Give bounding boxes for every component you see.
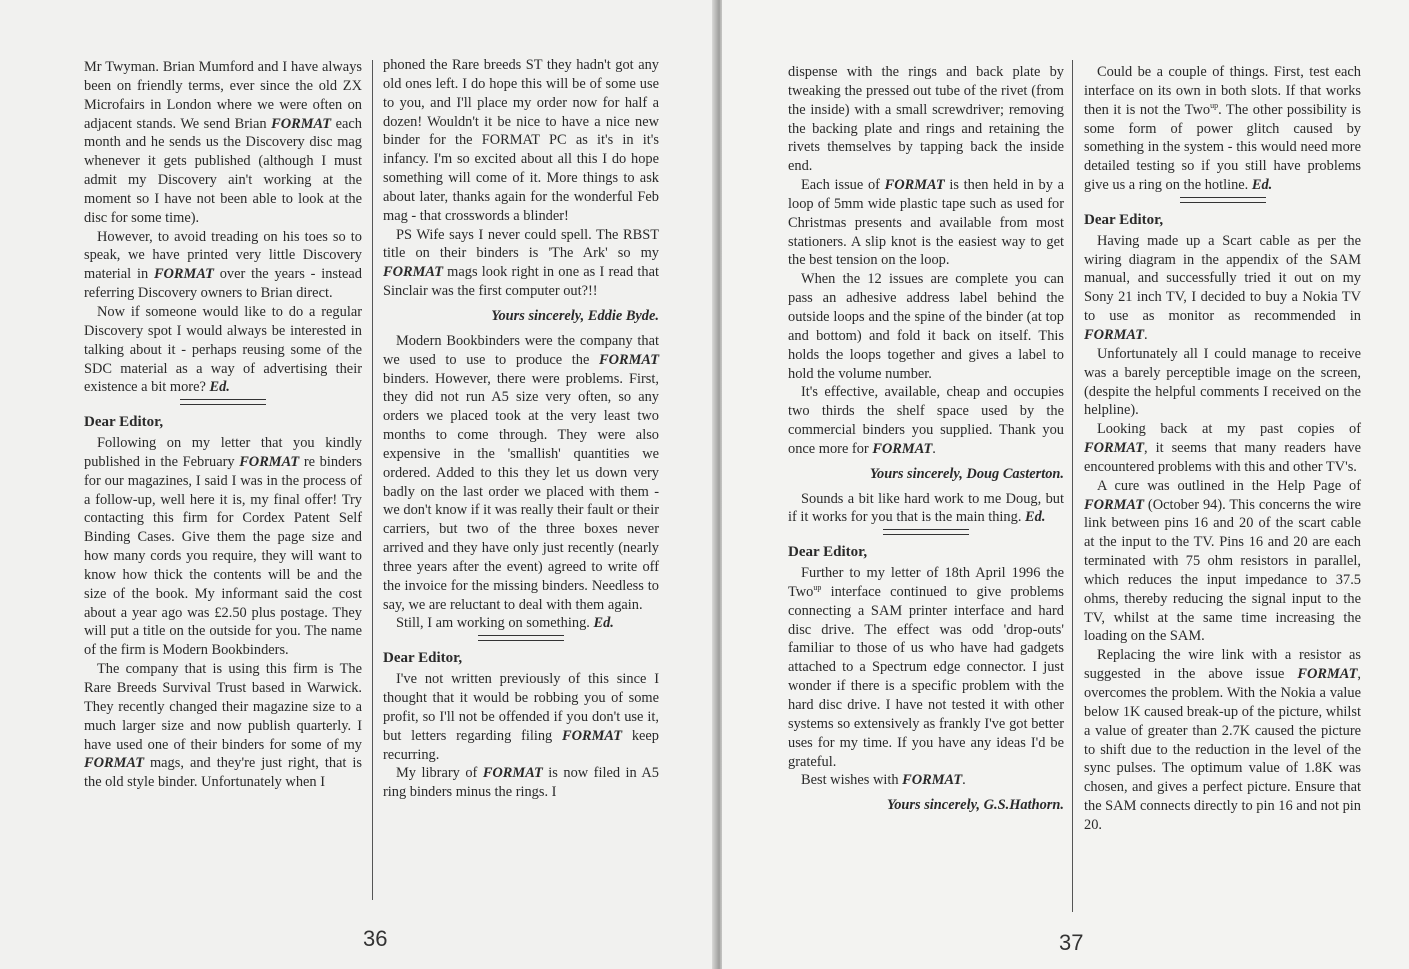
section-divider: [883, 529, 969, 535]
letter-heading: Dear Editor,: [84, 414, 164, 431]
signature: Yours sincerely, Eddie Byde.: [491, 307, 659, 324]
paragraph: It's effective, available, cheap and occupies two thirds the shelf space used by the commercial binders you supplied. Thank you once more for FORMAT.: [788, 384, 1064, 457]
left-page-column-2: [383, 56, 659, 802]
paragraph: I've not written previously of this since I thought that it would be robbing you of some profit, so I'll not be offended if you don't use it, but letters regarding filing FORMAT keep recurring.: [383, 671, 659, 763]
right-page: [722, 0, 1409, 969]
signature: Yours sincerely, G.S.Hathorn.: [887, 797, 1064, 814]
paragraph: phoned the Rare breeds ST they hadn't got any old ones left. I do hope this will be of some use to you, and I'll place my order now for half a dozen! Wouldn't it be nice to have a nice new binder for the FORMAT PC as it's in it's infancy. I'm so excited about all this I do hope something will come of it. More things to ask about later, thanks again for the wonderful Feb mag - that crosswords a blinder!: [383, 57, 659, 224]
paragraph: Looking back at my past copies of FORMAT, it seems that many readers have encountered problems with this and other TV's.: [1084, 421, 1361, 475]
paragraph: Following on my letter that you kindly published in the February FORMAT re binders for our magazines, I said I was in the process of a follow-up, well here it is, my final offer! Try contacting this firm for Cordex Patent Self Binding Cases. Give them the page size and how many cords you require, they will want to know how thick the contents will be and the size of the book. My informant said the cost about a year ago was £2.50 plus postage. They will put a title on the outside for you. The name of the firm is Modern Bookbinders.: [84, 435, 362, 659]
paragraph: PS Wife says I never could spell. The RBST title on their binders is 'The Ark' so my FORMAT mags look right in one as I read that Sinclair was the first computer out?!!: [383, 226, 659, 300]
paragraph: Modern Bookbinders were the company that we used to use to produce the FORMAT binders. However, there were problems. First, they did not run A5 size very often, so any orders we placed took at the very least two months to come through. They were also expensive in the 'smallish' quantities we ordered. Added to this they let us down very badly on the last order we placed with them - we don't know if it was really their fault or their carriers, but two of the three boxes never arrived and they have only just recently (nearly three years after the event) agreed to write off the invoice for the missing binders. Needless to say, we are reluctant to deal with them again.: [383, 332, 659, 613]
section-divider: [1180, 197, 1266, 203]
section-divider: [180, 399, 266, 405]
paragraph: A cure was outlined in the Help Page of FORMAT (October 94). This concerns the wire link between pins 16 and 20 of the scart cable at the input to the TV. Pins 16 and 20 are each terminated with 75 ohm resistors in parallel, which reduces the input impedance to 37.5 ohms, thereby reducing the signal input to the TV, whilst at the same time increasing the loading on the SAM.: [1084, 477, 1361, 645]
paragraph: The company that is using this firm is The Rare Breeds Survival Trust based in Warwick. They recently changed their magazine size to a much larger size and now publish quarterly. I have used one of their binders for some of my FORMAT mags, and they're just right, that is the old style binder. Unfortunately when I: [84, 661, 362, 791]
page-number: 37: [1059, 930, 1084, 955]
paragraph: Sounds a bit like hard work to me Doug, but if it works for you that is the main thing. Ed.: [788, 490, 1064, 526]
signature: Yours sincerely, Doug Casterton.: [869, 465, 1064, 482]
letter-heading: Dear Editor,: [1084, 211, 1164, 228]
paragraph: Still, I am working on something. Ed.: [396, 615, 614, 632]
column-divider: [372, 60, 373, 900]
page-number: 36: [363, 926, 388, 951]
letter-heading: Dear Editor,: [788, 544, 868, 561]
letter-heading: Dear Editor,: [383, 650, 463, 667]
right-page-column-2: [1084, 63, 1361, 835]
paragraph: Now if someone would like to do a regular Discovery spot I would always be interested in talking about it - perhaps reusing some of the SDC material as a way of advertising their existence a bit more? Ed.: [84, 303, 362, 396]
left-page-column-1: [84, 58, 362, 792]
paragraph: Each issue of FORMAT is then held in by a loop of 5mm wide plastic tape such as used for Christmas presents and available from most stationers. A slip knot is the easiest way to get the best tension on the loop.: [788, 177, 1064, 269]
column-divider: [1072, 60, 1073, 912]
paragraph: Replacing the wire link with a resistor as suggested in the above issue FORMAT, overcomes the problem. With the Nokia a value below 1K caused break-up of the picture, whilst a value of greater than 2.7K caused the picture to shift due to the reduction in the level of the sync pulses. The optimum value of 1.8K was chosen, and gives a perfect picture. Ensure that the SAM connects directly to pin 16 and not pin 20.: [1084, 647, 1361, 833]
paragraph: However, to avoid treading on his toes so to speak, we have printed very little Discovery material in FORMAT over the years - instead referring Discovery owners to Brian direct.: [84, 228, 362, 302]
paragraph: When the 12 issues are complete you can pass an adhesive address label behind the outside loops and the spine of the binder (at top and bottom) and fold it back on itself. This holds the loops together and gives a label to hold the volume number.: [788, 271, 1064, 382]
paragraph: Could be a couple of things. First, test each interface on its own in both slots. If that works then it is not the Two$^{up}$. The other possibility is some form of power glitch caused by something in the system - this would need more detailed testing so if you still have problems give us a ring on the hotline. Ed.: [1084, 64, 1361, 194]
paragraph: My library of FORMAT is now filed in A5 ring binders minus the rings. I: [383, 765, 659, 801]
paragraph: dispense with the rings and back plate by tweaking the pressed out tube of the rivet (from the inside) with a small screwdriver; removing the backing plate and rings and retaining the rivets themselves by tapping back the inside end.: [788, 64, 1064, 175]
paragraph: Unfortunately all I could manage to receive was a barely perceptible image on the screen, (despite the helpful comments I received on the helpline).: [1084, 345, 1361, 419]
paragraph: Best wishes with FORMAT.: [801, 772, 966, 789]
right-page-column-1: [788, 63, 1064, 821]
paragraph: Further to my letter of 18th April 1996 the Two$^{up}$ interface continued to give problems connecting a SAM printer interface and hard disc drive. The effect was odd 'drop-outs' familiar to those of us who have had gadgets attached to a Spectrum edge connector. I just wonder if there is a specific problem with the hard disc drive. I have not tested it with other systems so extensively as frankly I've got better uses for my time. If you have any ideas I'd be grateful.: [788, 565, 1064, 770]
paragraph: Having made up a Scart cable as per the wiring diagram in the appendix of the SAM manual, and successfully tried it out on my Sony 21 inch TV, I decided to buy a Nokia TV to use as monitor as recommended in FORMAT.: [1084, 232, 1361, 343]
paragraph: Mr Twyman. Brian Mumford and I have always been on friendly terms, ever since the old ZX Microfairs in London where we were often on adjacent stands. We send Brian FORMAT each month and he sends us the Discovery disc mag whenever it gets published (although I must admit my Discovery ain't working at the moment so I have not been able to look at the disc for some time).: [84, 59, 362, 226]
section-divider: [478, 635, 564, 641]
